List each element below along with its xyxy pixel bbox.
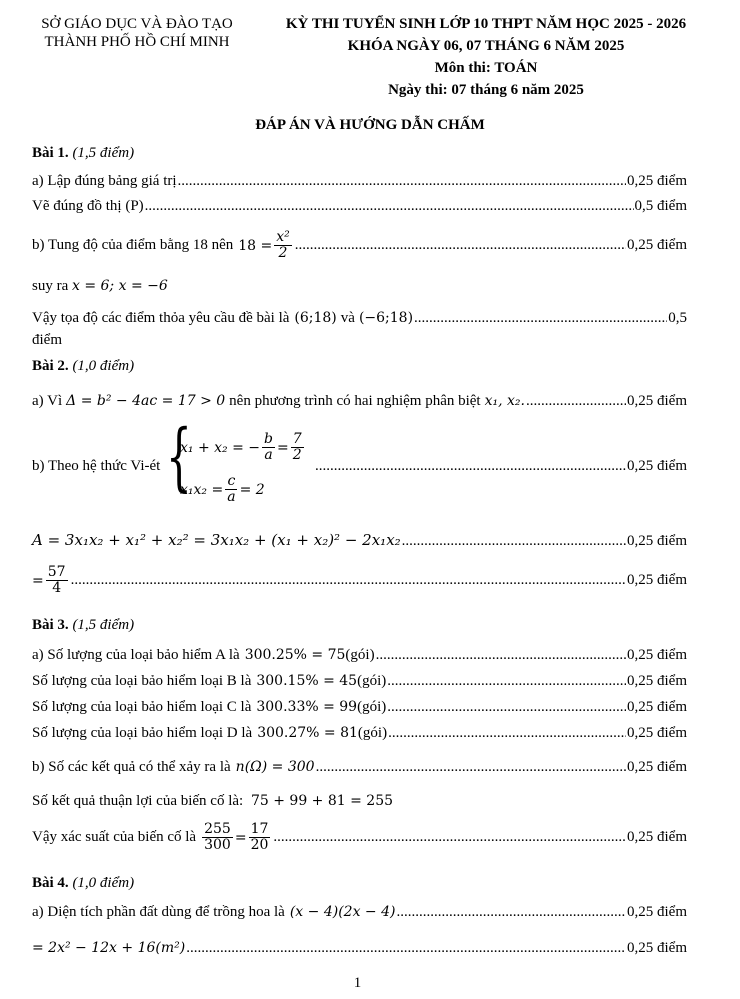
bai2-A-score: 0,25 điểm (627, 533, 687, 549)
bai1-and: và (340, 310, 355, 326)
bai2-b-row1 (180, 432, 306, 464)
bai4-result-row (32, 940, 687, 957)
dot-leader (388, 725, 626, 742)
fraction-denominator: a (227, 489, 236, 506)
bai1-graph-text: Vẽ đúng đồ thị (P) (32, 198, 144, 214)
vieta-product-rhs: = 2 (239, 481, 265, 498)
fraction-numerator: 57 (47, 564, 66, 580)
dept-name-line2: THÀNH PHỐ HỒ CHÍ MINH (44, 34, 230, 50)
dot-leader (186, 940, 626, 957)
bai2-result-eq: = (32, 572, 44, 589)
dot-leader (316, 759, 626, 776)
bai3-prob-frac1 (202, 822, 233, 854)
bai3-row-math: 300.33% = 99 (256, 699, 358, 715)
system-brace-icon: { (166, 414, 192, 500)
bai3-row-d (32, 725, 687, 742)
bai2-A-row (32, 531, 687, 550)
bai1-a-row (32, 173, 687, 190)
dot-leader (273, 829, 626, 846)
bai3-row-a (32, 647, 687, 664)
bai3-fav-row (32, 793, 393, 810)
bai3-prob-text: Vậy xác suất của biến cố là (32, 829, 197, 846)
bai1-suy-row (32, 278, 168, 295)
dot-leader (387, 673, 626, 690)
bai3-fav-math: 75 + 99 + 81 = 255 (250, 793, 394, 809)
exam-dates: KHÓA NGÀY 06, 07 THÁNG 6 NĂM 2025 (347, 38, 625, 54)
bai1-b-eq: 18 = (238, 237, 273, 254)
bai3-row-math: 300.27% = 81 (257, 725, 358, 741)
fraction-numerator: 17 (250, 821, 269, 837)
dot-leader (178, 173, 626, 190)
fraction-denominator: 4 (52, 580, 62, 597)
bai4-a-math: (x − 4)(2x − 4) (289, 904, 396, 920)
bai3-row-text: Số lượng của loại bảo hiểm loại C là (32, 699, 252, 715)
bai3-row-unit: (gói) (357, 725, 388, 741)
dept-name-line1: SỞ GIÁO DỤC VÀ ĐÀO TẠO (41, 16, 233, 32)
fraction-denominator: 300 (204, 837, 231, 854)
vieta-product-frac (225, 474, 237, 506)
bai3-row-text: a) Số lượng của loại bảo hiểm A là (32, 647, 240, 663)
bai3-row-unit: (gói) (357, 699, 387, 715)
bai2-b-row2 (180, 474, 265, 506)
bai2-A-expr: A = 3x₁x₂ + x₁² + x₂² = 3x₁x₂ + (x₁ + x₂)² − 2x₁x₂ (32, 531, 401, 549)
bai1-b-text: b) Tung độ của điểm bằng 18 nên (32, 237, 234, 254)
fraction-denominator: 2 (292, 447, 302, 464)
bai2-result-score: 0,25 điểm (627, 572, 687, 589)
bai1-point1: (6;18) (294, 310, 337, 326)
page-number: 1 (353, 975, 362, 991)
bai3-heading (32, 617, 134, 634)
bai1-conclusion-unit: điểm (32, 332, 62, 348)
bai1-conclusion-row (32, 310, 687, 327)
bai1-a-text: a) Lập đúng bảng giá trị (32, 173, 177, 189)
fraction-denominator: 20 (250, 837, 269, 854)
bai3-row-score: 0,25 điểm (627, 699, 687, 715)
bai3-fav-text: Số kết quả thuận lợi của biến cố là: (32, 793, 244, 809)
bai3-row-c (32, 699, 687, 716)
bai1-b-row (32, 230, 687, 262)
bai1-point2: (−6;18) (358, 310, 414, 326)
bai1-heading (32, 145, 134, 162)
fraction-numerator: x² (276, 229, 290, 245)
bai3-b-math: n(Ω) = 300 (235, 759, 315, 775)
bai2-result-row (32, 565, 687, 597)
bai1-a-score: 0,25 điểm (627, 173, 687, 189)
vieta-sum-frac2 (291, 432, 304, 464)
dot-leader (145, 198, 634, 215)
fraction-denominator: 2 (278, 245, 288, 262)
bai1-b-score: 0,25 điểm (627, 237, 687, 254)
bai3-row-unit: (gói) (345, 647, 375, 663)
dot-leader (396, 904, 626, 921)
bai3-row-text: Số lượng của loại bảo hiểm loại B là (32, 673, 252, 689)
bai4-heading (32, 875, 134, 892)
dot-leader (414, 310, 667, 327)
bai3-row-unit: (gói) (357, 673, 387, 689)
dot-leader (71, 572, 626, 589)
bai2-b-score: 0,25 điểm (627, 458, 687, 474)
dot-leader (315, 458, 626, 475)
bai4-points: (1,0 điểm) (72, 875, 135, 891)
fraction-numerator: 255 (204, 821, 231, 837)
bai1-label: Bài 1. (32, 145, 69, 161)
bai2-result-frac (46, 565, 68, 597)
bai3-b-row (32, 759, 687, 776)
vieta-sum-eq: = (276, 439, 289, 456)
bai2-heading (32, 358, 134, 375)
exam-day: Ngày thi: 07 tháng 6 năm 2025 (388, 82, 584, 98)
bai4-a-text: a) Diện tích phần đất dùng để trồng hoa là (32, 904, 285, 920)
bai3-b-text: b) Số các kết quả có thể xảy ra là (32, 759, 231, 775)
dot-leader (387, 699, 626, 716)
bai3-row-score: 0,25 điểm (627, 725, 687, 741)
fraction-numerator: c (227, 473, 236, 489)
bai1-graph-score: 0,5 điểm (634, 198, 687, 214)
bai4-a-row (32, 904, 687, 921)
bai2-points: (1,0 điểm) (72, 358, 135, 374)
dot-leader (526, 393, 626, 410)
bai2-a-text-post: nên phương trình có hai nghiệm phân biệt (229, 393, 481, 409)
bai3-row-math: 300.15% = 45 (256, 673, 358, 689)
bai2-b-text: b) Theo hệ thức Vi-ét (32, 458, 161, 474)
vieta-sum-frac1 (262, 432, 275, 464)
bai4-result-score: 0,25 điểm (627, 940, 687, 956)
doc-title: ĐÁP ÁN VÀ HƯỚNG DẪN CHẤM (255, 117, 485, 133)
fraction-denominator: a (264, 447, 273, 464)
bai2-b-score-row (314, 458, 687, 475)
bai3-label: Bài 3. (32, 617, 69, 633)
bai3-prob-score: 0,25 điểm (627, 829, 687, 846)
dot-leader (402, 533, 626, 550)
bai1-conclusion-text: Vậy tọa độ các điểm thỏa yêu cầu đề bài là (32, 310, 290, 326)
bai1-graph-row (32, 198, 687, 215)
bai3-row-text: Số lượng của loại bảo hiểm loại D là (32, 725, 253, 741)
dot-leader (376, 647, 626, 664)
dot-leader (295, 237, 626, 254)
bai1-suy-text: suy ra (32, 278, 69, 294)
bai1-b-fraction (274, 230, 292, 262)
bai3-row-b (32, 673, 687, 690)
fraction-numerator: 7 (292, 431, 302, 447)
bai3-prob-row (32, 822, 687, 854)
bai2-a-text-pre: a) Vì (32, 393, 63, 409)
exam-title: KỲ THI TUYỂN SINH LỚP 10 THPT NĂM HỌC 2025 - 2026 (285, 16, 687, 32)
bai3-b-score: 0,25 điểm (627, 759, 687, 775)
bai2-a-roots: x₁, x₂. (484, 393, 525, 409)
bai3-prob-eq: = (234, 829, 247, 846)
bai3-row-math: 300.25% = 75 (244, 647, 346, 663)
bai1-suy-math: x = 6; x = −6 (72, 278, 168, 294)
bai4-a-score: 0,25 điểm (627, 904, 687, 920)
exam-subject: Môn thi: TOÁN (434, 60, 538, 76)
bai3-prob-frac2 (249, 822, 271, 854)
bai2-label: Bài 2. (32, 358, 69, 374)
bai1-conclusion-score: 0,5 (668, 310, 687, 326)
bai3-row-score: 0,25 điểm (627, 647, 687, 663)
bai4-result-math: = 2x² − 12x + 16(m²) (32, 940, 186, 956)
bai2-a-row (32, 393, 687, 410)
bai3-points: (1,5 điểm) (72, 617, 135, 633)
bai2-a-score: 0,25 điểm (627, 393, 687, 409)
vieta-product-lhs: x₁x₂ = (180, 481, 224, 498)
bai2-a-math: Δ = b² − 4ac = 17 > 0 (66, 393, 226, 409)
fraction-numerator: b (264, 431, 273, 447)
bai3-row-score: 0,25 điểm (627, 673, 687, 689)
vieta-sum-lhs: x₁ + x₂ = − (180, 439, 261, 456)
bai1-points: (1,5 điểm) (72, 145, 135, 161)
bai4-label: Bài 4. (32, 875, 69, 891)
